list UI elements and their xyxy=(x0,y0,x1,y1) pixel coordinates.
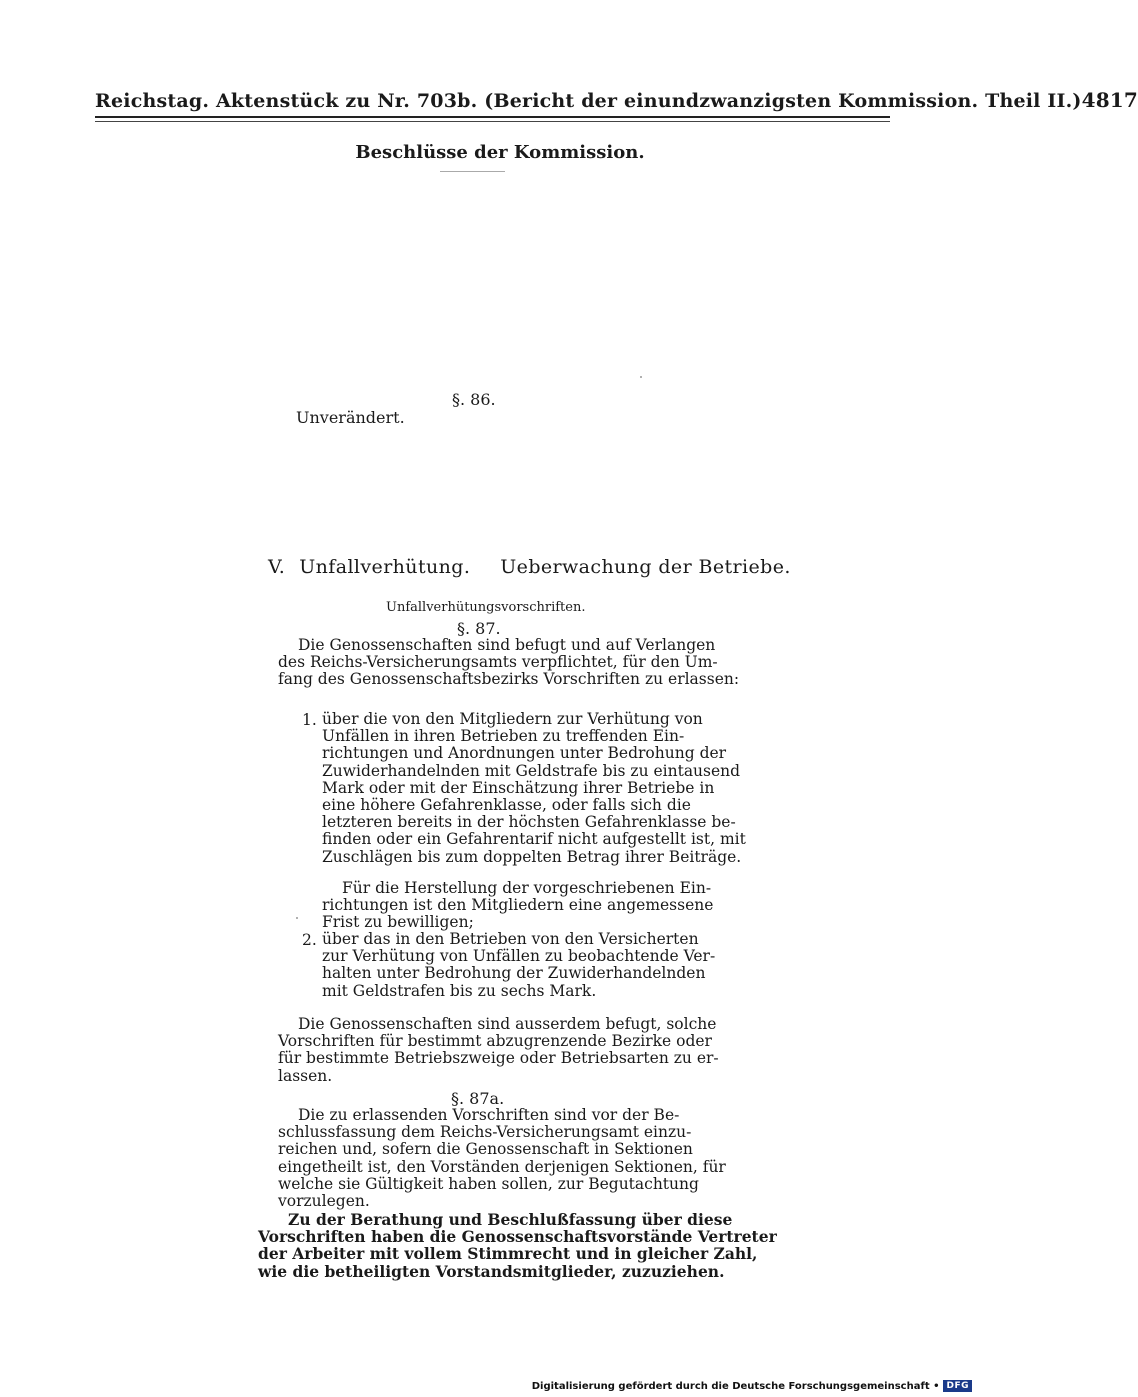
text-line: welche sie Gültigkeit haben sollen, zur Begutachtung xyxy=(278,1174,699,1193)
header-rule-thin xyxy=(95,121,890,122)
heading-divider xyxy=(440,171,505,172)
item-2-number: 2. xyxy=(302,931,317,949)
text-line: eingetheilt ist, den Vorständen derjenigen Sektionen, für xyxy=(278,1157,726,1176)
text-line: fang des Genossenschaftsbezirks Vorschriften zu erlassen: xyxy=(278,670,740,689)
text-line: Für die Herstellung der vorgeschriebenen Ein- xyxy=(342,879,712,897)
text-line: lassen. xyxy=(278,1066,333,1085)
text-line: Vorschriften für bestimmt abzugrenzende Bezirke oder xyxy=(278,1032,712,1051)
paragraph-86-text: Unverändert. xyxy=(296,408,405,427)
text-line: wie die betheiligten Vorstandsmitglieder, zuzuziehen. xyxy=(258,1261,725,1281)
text-line: Die zu erlassenden Vorschriften sind vor der Be- xyxy=(298,1106,680,1124)
chapter-number: V. xyxy=(268,556,286,578)
section-heading: Beschlüsse der Kommission. xyxy=(355,142,645,163)
item-2-text xyxy=(322,930,716,1000)
chapter-title-1: Unfallverhütung. xyxy=(299,556,471,578)
text-line: Zuschlägen bis zum doppelten Betrag ihrer Beiträge. xyxy=(322,847,742,866)
paragraph-87-closing xyxy=(278,1015,719,1085)
item-1-continuation xyxy=(322,879,714,932)
text-line: reichen und, sofern die Genossenschaft in Sektionen xyxy=(278,1140,693,1159)
scan-speck xyxy=(296,917,298,919)
text-line: schlussfassung dem Reichs-Versicherungsamt einzu- xyxy=(278,1123,692,1142)
text-line: mit Geldstrafen bis zu sechs Mark. xyxy=(322,981,597,1000)
text-line: Unfällen in ihren Betrieben zu treffenden Ein- xyxy=(322,727,685,746)
text-line: zur Verhütung von Unfällen zu beobachtende Ver- xyxy=(322,947,716,966)
text-line: über das in den Betrieben von den Versicherten xyxy=(322,930,699,948)
text-line: finden oder ein Gefahrentarif nicht aufgestellt ist, mit xyxy=(322,830,746,849)
page-number: 4817 xyxy=(1081,88,1138,112)
dfg-logo: DFG xyxy=(943,1380,972,1392)
scan-speck xyxy=(640,376,642,378)
footer-text: Digitalisierung gefördert durch die Deutsche Forschungsgemeinschaft • xyxy=(531,1380,940,1392)
paragraph-87a-text xyxy=(278,1106,726,1211)
chapter-heading xyxy=(268,556,791,578)
text-line: Die Genossenschaften sind ausserdem befugt, solche xyxy=(298,1015,717,1033)
footer-credit xyxy=(532,1380,972,1392)
text-line: halten unter Bedrohung der Zuwiderhandelnden xyxy=(322,964,706,983)
text-line: über die von den Mitgliedern zur Verhütung von xyxy=(322,710,703,728)
text-line: vorzulegen. xyxy=(278,1192,370,1211)
paragraph-86-label: §. 86. xyxy=(452,390,496,409)
text-line: der Arbeiter mit vollem Stimmrecht und in gleicher Zahl, xyxy=(258,1244,758,1264)
running-header xyxy=(95,88,1138,112)
text-line: richtungen und Anordnungen unter Bedrohung der xyxy=(322,744,727,763)
text-line: Zu der Berathung und Beschlußfassung über diese xyxy=(288,1210,733,1229)
text-line: eine höhere Gefahrenklasse, oder falls sich die xyxy=(322,796,691,815)
text-line: Vorschriften haben die Genossenschaftsvorstände Vertreter xyxy=(258,1227,777,1247)
subheading: Unfallverhütungsvorschriften. xyxy=(386,600,586,615)
text-line: des Reichs-Versicherungsamts verpflichtet, für den Um- xyxy=(278,653,718,672)
item-1-text xyxy=(322,710,746,866)
paragraph-87a-label: §. 87a. xyxy=(451,1089,505,1108)
text-line: Frist zu bewilligen; xyxy=(322,913,474,932)
text-line: Mark oder mit der Einschätzung ihrer Betriebe in xyxy=(322,778,715,797)
running-title: Reichstag. Aktenstück zu Nr. 703b. (Bericht der einundzwanzigsten Kommission. Theil II.) xyxy=(95,90,1082,112)
header-rule-thick xyxy=(95,116,890,118)
text-line: Zuwiderhandelnden mit Geldstrafe bis zu eintausend xyxy=(322,761,741,780)
text-line: Die Genossenschaften sind befugt und auf Verlangen xyxy=(298,636,716,654)
text-line: richtungen ist den Mitgliedern eine angemessene xyxy=(322,896,714,915)
item-1-number: 1. xyxy=(302,711,317,729)
paragraph-87-intro xyxy=(278,636,740,689)
paragraph-87-label: §. 87. xyxy=(457,619,501,638)
text-line: letzteren bereits in der höchsten Gefahrenklasse be- xyxy=(322,813,736,832)
chapter-title-2: Ueberwachung der Betriebe. xyxy=(500,556,791,578)
text-line: für bestimmte Betriebszweige oder Betriebsarten zu er- xyxy=(278,1049,719,1068)
paragraph-87a-bold-text xyxy=(258,1210,777,1281)
